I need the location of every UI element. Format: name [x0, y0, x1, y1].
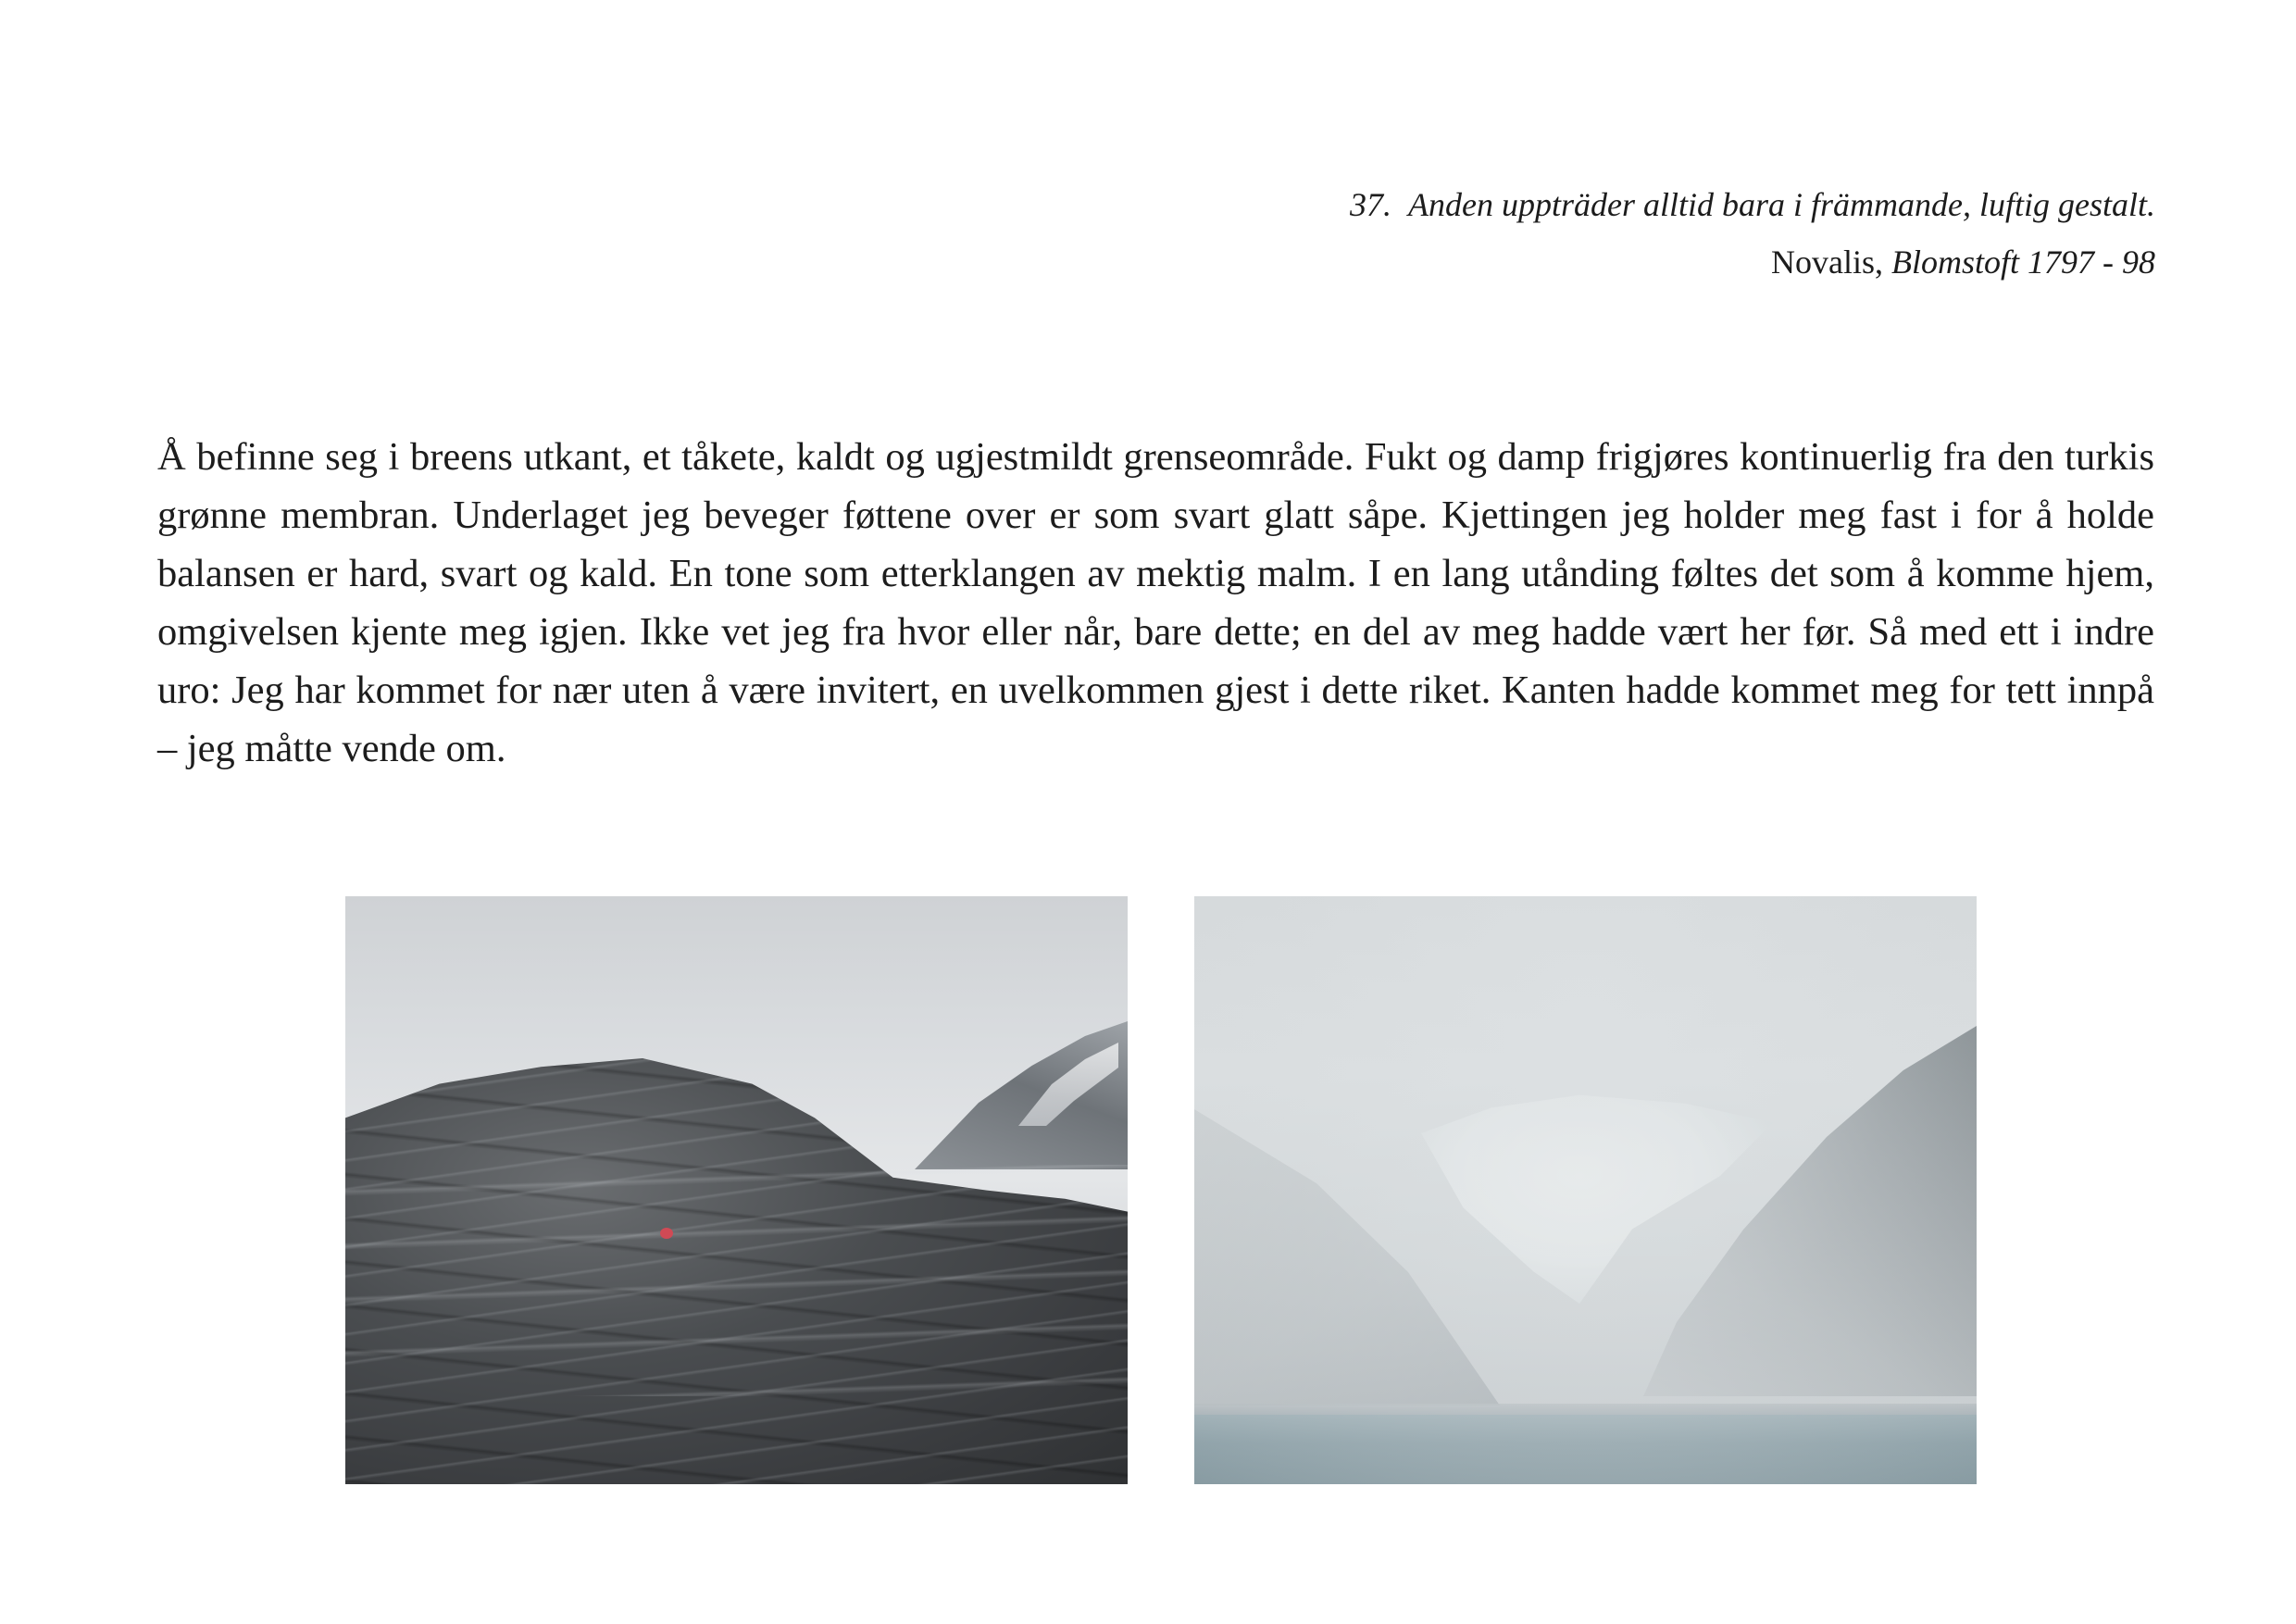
epigraph-quote: Anden uppträder alltid bara i främmande, luftig gestalt. [1408, 186, 2155, 223]
epigraph-author: Novalis, [1771, 244, 1883, 281]
photo-wet-rock [345, 896, 1128, 1484]
photo-glacier [1194, 896, 1977, 1484]
body-paragraph: Å befinne seg i breens utkant, et tåkete, kaldt og ugjestmildt grenseområde. Fukt og damp frigjøres kontinuerlig fra den turkis grønne membran. Underlaget jeg beveger føttene over er som svart glatt såpe. Kjettingen jeg holder meg fast i for å holde balansen er hard, svart og kald. En tone som etterklangen av mektig malm. I en lang utånding føltes det som å komme hjem, omgivelsen kjente meg igjen. Ikke vet jeg fra hvor eller når, bare dette; en del av meg hadde vært her før. Så med ett i indre uro: Jeg har kommet for nær uten å være invitert, en uvelkommen gjest i dette riket. Kanten hadde kommet meg for tett innpå – jeg måtte vende om. [157, 435, 2154, 770]
epigraph-source-line [859, 233, 2155, 291]
epigraph-work: Blomstoft 1797 - 98 [1891, 244, 2155, 281]
epigraph-quote-line [859, 176, 2155, 233]
photo-glacier-fog [1194, 896, 1977, 1484]
photo-rock-red-marker [660, 1228, 673, 1239]
epigraph-number: 37. [1350, 186, 1392, 223]
epigraph [859, 176, 2155, 291]
photo-rock-sheen [345, 1165, 1128, 1396]
